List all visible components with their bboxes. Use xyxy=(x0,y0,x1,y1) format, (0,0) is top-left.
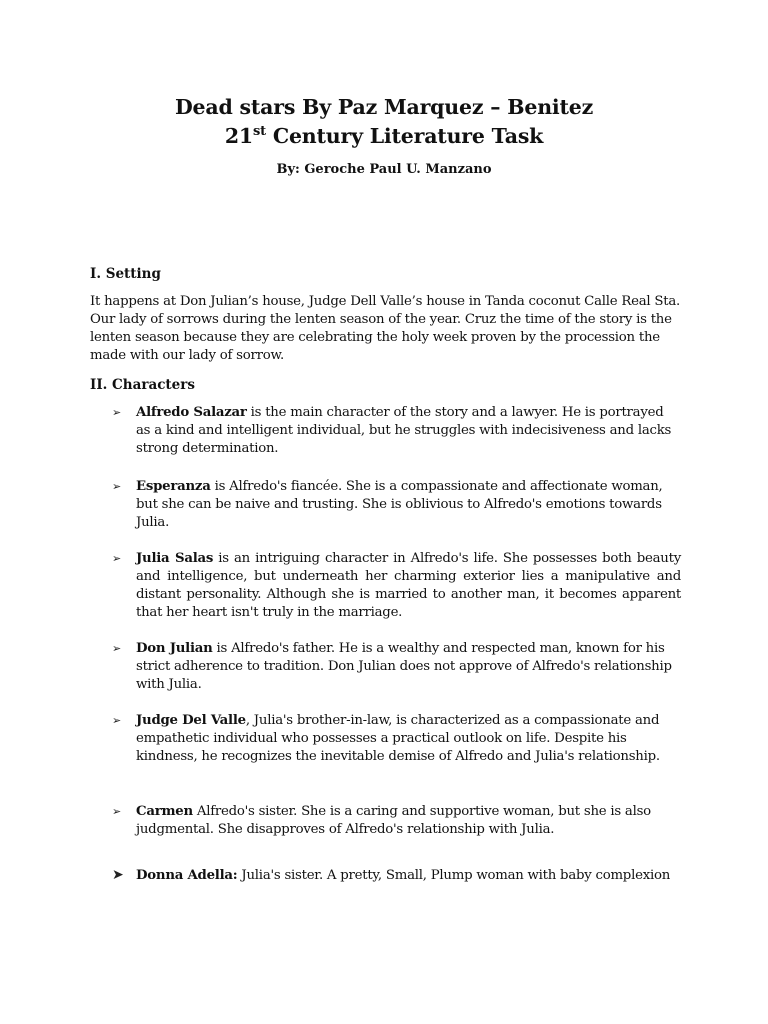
character-description: is an intriguing character in Alfredo's life. She possesses both beauty and intelligence, but underneath her charming exterior lies a manipulative and distant personality. Although she is married to another man, it becomes apparent that her heart isn't truly in the marriage. xyxy=(136,551,681,620)
arrowhead-bullet-icon: ➢ xyxy=(112,406,122,419)
character-item-judge-del-valle xyxy=(136,712,681,766)
character-item-donna-adella xyxy=(136,867,681,885)
arrowhead-bullet-icon: ➤ xyxy=(112,867,124,883)
character-description: is Alfredo's fiancée. She is a compassionate and affectionate woman, but she can be naive and trusting. She is oblivious to Alfredo's emotions towards Julia. xyxy=(136,479,663,530)
section-heading-setting: I. Setting xyxy=(90,266,161,282)
character-name: Don Julian xyxy=(136,641,213,656)
subtitle-superscript: st xyxy=(252,124,266,139)
document-subtitle xyxy=(0,124,768,148)
author-byline: By: Geroche Paul U. Manzano xyxy=(276,162,492,177)
character-description: is Alfredo's father. He is a wealthy and respected man, known for his strict adherence to tradition. Don Julian does not approve of Alfredo's relationship with Julia. xyxy=(136,641,672,692)
subtitle-number: 21 xyxy=(224,124,253,148)
character-description: is the main character of the story and a lawyer. He is portrayed as a kind and intelligent individual, but he struggles with indecisiveness and lacks strong determination. xyxy=(136,405,672,456)
character-description: Alfredo's sister. She is a caring and supportive woman, but she is also judgmental. She disapproves of Alfredo's relationship with Julia. xyxy=(136,804,651,837)
character-name: Judge Del Valle xyxy=(136,713,246,728)
character-item-alfredo xyxy=(136,404,681,458)
character-item-esperanza xyxy=(136,478,681,532)
character-name: Esperanza xyxy=(136,479,211,494)
arrowhead-bullet-icon: ➢ xyxy=(112,714,122,727)
arrowhead-bullet-icon: ➢ xyxy=(112,805,122,818)
arrowhead-bullet-icon: ➢ xyxy=(112,552,122,565)
character-description: , Julia's brother-in-law, is characterized as a compassionate and empathetic individual who possesses a practical outlook on life. Despite his kindness, he recognizes the inevitable demise of Alfredo and Julia's relationship. xyxy=(136,713,660,764)
character-item-carmen xyxy=(136,803,681,839)
character-description: Julia's sister. A pretty, Small, Plump woman with baby complexion xyxy=(237,868,671,883)
arrowhead-bullet-icon: ➢ xyxy=(112,480,122,493)
character-name: Carmen xyxy=(136,804,193,819)
subtitle-text: Century Literature Task xyxy=(265,124,544,148)
document-title: Dead stars By Paz Marquez – Benitez xyxy=(174,95,594,119)
arrowhead-bullet-icon: ➢ xyxy=(112,642,122,655)
character-item-julia xyxy=(136,550,681,622)
character-item-don-julian xyxy=(136,640,681,694)
setting-paragraph: It happens at Don Julian’s house, Judge Dell Valle’s house in Tanda coconut Calle Real Sta. Our lady of sorrows during the lenten season of the year. Cruz the time of the story is the lenten season because they are celebrating the holy week proven by the procession the made with our lady of sorrow. xyxy=(90,294,680,363)
section-heading-characters: II. Characters xyxy=(90,377,195,393)
character-name: Donna Adella: xyxy=(136,868,238,883)
character-name: Alfredo Salazar xyxy=(136,405,247,420)
character-name: Julia Salas xyxy=(136,551,214,566)
